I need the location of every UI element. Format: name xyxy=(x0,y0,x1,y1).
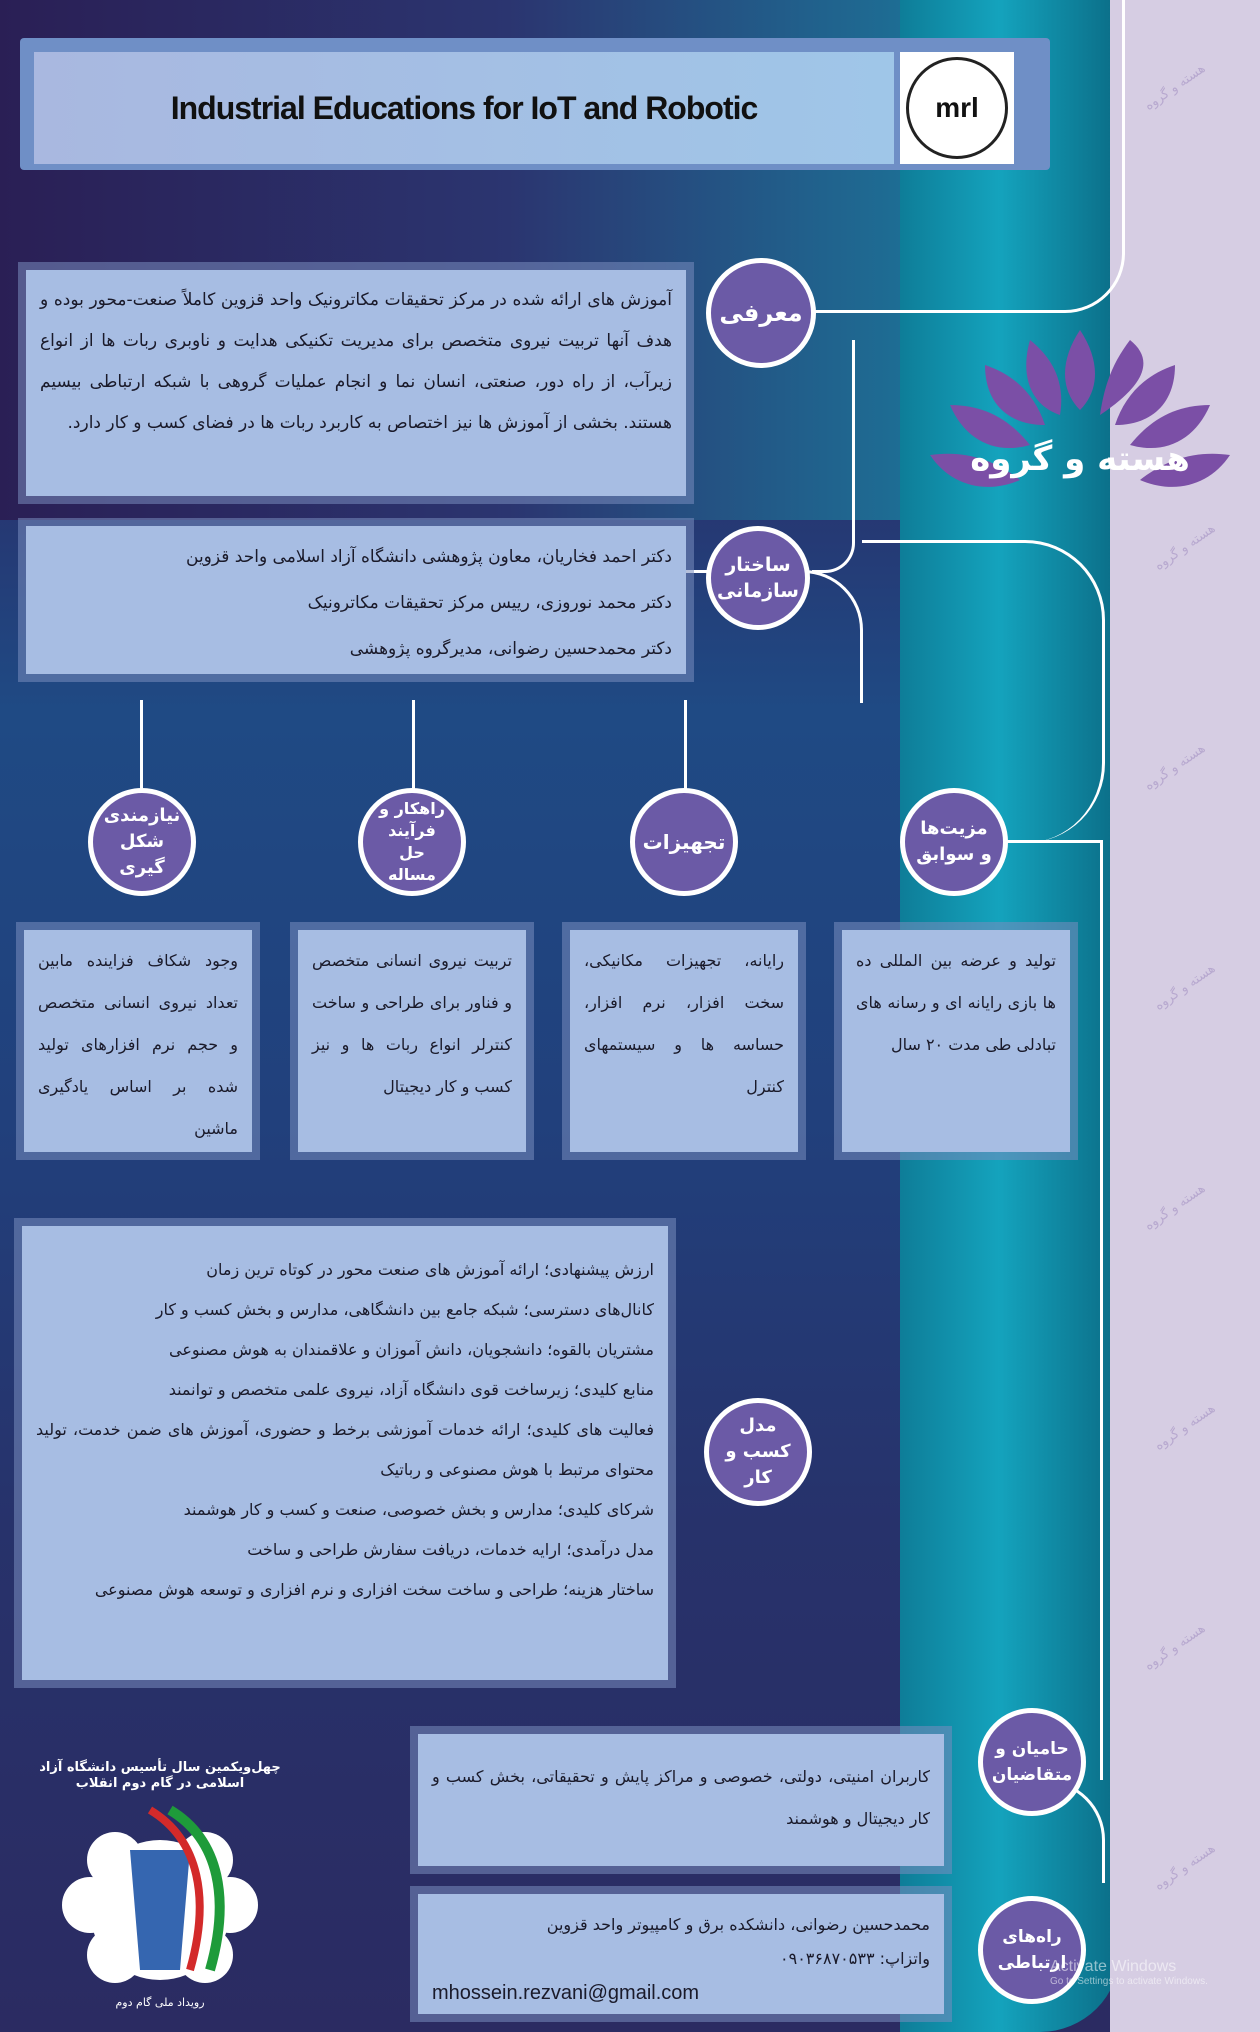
business-line: ارزش پیشنهادی؛ ارائه آموزش های صنعت محور در کوتاه ترین زمان xyxy=(206,1260,654,1279)
activation-title: Activate Windows xyxy=(1050,1958,1177,1975)
business-title: مدل کسب و کار xyxy=(725,1415,791,1488)
equipment-panel xyxy=(570,930,798,1152)
advantages-panel xyxy=(842,930,1070,1152)
solution-panel xyxy=(298,930,526,1152)
business-line: فعالیت های کلیدی؛ ارائه خدمات آموزشی برخط و حضوری، آموزش های ضمن خدمت، تولید محتوای مرتبط با هوش مصنوعی و رباتیک xyxy=(36,1420,654,1479)
structure-line: دکتر محمدحسین رضوانی، مدیرگروه پژوهشی xyxy=(349,639,672,659)
business-panel xyxy=(22,1226,668,1680)
intro-panel xyxy=(26,270,686,496)
advantages-title: مزیت‌ها و سوابق xyxy=(916,818,992,865)
sponsors-title: حامیان و متقاضیان xyxy=(991,1739,1073,1785)
structure-title: ساختار سازمانی xyxy=(716,554,799,602)
page-title: Industrial Educations for IoT and Robotic xyxy=(170,89,758,126)
emblem-bottom-text: رویداد ملی گام دوم xyxy=(115,1996,205,2009)
solution-circle xyxy=(358,788,466,896)
structure-circle xyxy=(706,526,810,630)
advantages-text: تولید و عرضه بین المللی ده ها بازی رایانه ای و رسانه های تبادلی طی مدت ۲۰ سال xyxy=(856,951,1056,1054)
sponsors-circle xyxy=(978,1708,1086,1816)
advantages-circle xyxy=(900,788,1008,896)
contact-line: محمدحسین رضوانی، دانشکده برق و کامپیوتر واحد قزوین xyxy=(546,1915,930,1934)
equipment-title: تجهیزات xyxy=(642,830,726,854)
strip-watermark: هسته و گروه xyxy=(1142,1621,1209,1674)
solution-text: تربیت نیروی انسانی متخصص و فناور برای طراحی و ساخت کنترلر انواع ربات ها و نیز کسب و کار دیجیتال xyxy=(312,951,512,1096)
activation-subtitle: Go to Settings to activate Windows. xyxy=(1050,1976,1208,1987)
business-circle xyxy=(704,1398,812,1506)
connector-line xyxy=(1100,840,1107,1780)
brand-label: هسته و گروه xyxy=(970,439,1190,479)
right-strip xyxy=(1110,0,1260,2032)
strip-watermark: هسته و گروه xyxy=(1142,741,1209,794)
footer-logo xyxy=(20,1740,300,2020)
equipment-text: رایانه، تجهیزات مکانیکی، سخت افزار، نرم افزار، حساسه ها و سیستمهای کنترل xyxy=(584,951,784,1096)
solution-title: راهکار و فرآیند حل مساله xyxy=(379,799,445,884)
business-line: شرکای کلیدی؛ مدارس و بخش خصوصی، صنعت و کسب و کار هوشمند xyxy=(183,1500,654,1519)
strip-watermark: هسته و گروه xyxy=(1152,1841,1219,1894)
header-bar xyxy=(34,52,894,164)
emblem-arc-text: چهل‌ویکمین سال تأسیس دانشگاه آزاد اسلامی در گام دوم انقلاب xyxy=(39,1760,281,1791)
intro-title: معرفی xyxy=(719,299,803,327)
connector-line xyxy=(140,700,147,790)
business-line: کانال‌های دسترسی؛ شبکه جامع بین دانشگاهی، مدارس و بخش کسب و کار xyxy=(155,1300,654,1319)
connector-line xyxy=(812,310,882,313)
connector-line xyxy=(684,700,691,790)
need-title: نیازمندی شکل گیری xyxy=(103,805,181,878)
connector-line xyxy=(1000,840,1100,843)
brand-flower xyxy=(910,320,1250,540)
connector-line xyxy=(882,0,1125,313)
email-link[interactable]: mhossein.rezvani@gmail.com xyxy=(432,1982,700,2004)
strip-watermark: هسته و گروه xyxy=(1152,521,1219,574)
logo-text: mrl xyxy=(935,92,979,123)
need-panel xyxy=(24,930,252,1152)
business-line: مدل درآمدی؛ ارایه خدمات، دریافت سفارش طراحی و ساخت xyxy=(247,1540,654,1559)
need-circle xyxy=(88,788,196,896)
business-line: مشتریان بالقوه؛ دانشجویان، دانش آموزان و علاقمندان به هوش مصنوعی xyxy=(169,1340,654,1359)
phone-number[interactable]: ۰۹۰۳۶۸۷۰۵۳۳ xyxy=(780,1949,875,1968)
activation-watermark xyxy=(1050,1958,1250,1987)
contact-circle xyxy=(978,1896,1086,2004)
structure-line: دکتر محمد نوروزی، رییس مرکز تحقیقات مکاترونیک xyxy=(307,593,672,613)
strip-watermark: هسته و گروه xyxy=(1152,1401,1219,1454)
contact-line xyxy=(432,1942,930,1976)
structure-panel xyxy=(26,526,686,674)
connector-line xyxy=(412,700,419,790)
need-text: وجود شکاف فزاینده مابین تعداد نیروی انسانی متخصص و حجم نرم افزارهای تولید شده بر اساس یادگیری ماشین xyxy=(38,951,238,1138)
contact-panel xyxy=(418,1894,944,2014)
strip-watermark: هسته و گروه xyxy=(1142,1181,1209,1234)
strip-watermark: هسته و گروه xyxy=(1142,61,1209,114)
equipment-circle xyxy=(630,788,738,896)
business-line: منابع کلیدی؛ زیرساخت قوی دانشگاه آزاد، نیروی علمی متخصص و توانمند xyxy=(168,1380,654,1399)
whatsapp-label: واتزاپ: xyxy=(879,1949,930,1968)
strip-watermark: هسته و گروه xyxy=(1152,961,1219,1014)
business-line: ساختار هزینه؛ طراحی و ساخت سخت افزاری و نرم افزاری و توسعه هوش مصنوعی xyxy=(94,1580,654,1599)
intro-text: آموزش های ارائه شده در مرکز تحقیقات مکاترونیک واحد قزوین کاملاً صنعت-محور بوده و هدف آنها تربیت نیروی متخصص برای مدیریت تکنیکی هدایت و ناوبری ربات ها از انواع زیرآب، از راه دور، صنعتی، انسان نما و انجام عملیات گروهی با شبکه ارتباطی بیسیم هستند. بخشی از آموزش ها نیز اختصاص به کاربرد ربات ها در فضای کسب و کار دارد. xyxy=(40,290,672,433)
contact-title: راه‌های ارتباطی xyxy=(997,1927,1067,1973)
sponsors-panel xyxy=(418,1734,944,1866)
connector-line xyxy=(812,340,855,573)
intro-circle xyxy=(706,258,816,368)
structure-line: دکتر احمد فخاریان، معاون پژوهشی دانشگاه آزاد اسلامی واحد قزوین xyxy=(186,547,672,567)
sponsors-text: کاربران امنیتی، دولتی، خصوصی و مراکز پایش و تحقیقاتی، بخش کسب و کار دیجیتال و هوشمند xyxy=(432,1767,930,1828)
